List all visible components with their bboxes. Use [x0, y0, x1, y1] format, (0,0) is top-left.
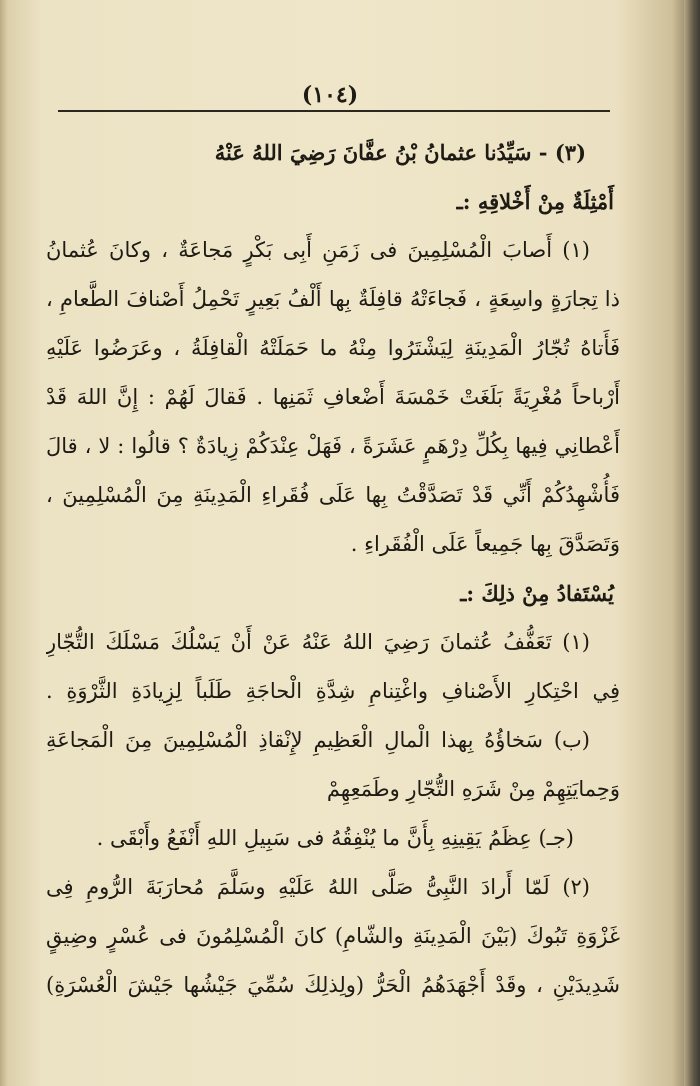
text-line: وَتَصَدَّقَ بِها جَمِيعاً عَلَى الْفُقَراءِ .	[350, 532, 620, 556]
header-rule	[58, 110, 610, 112]
page-gutter-shadow	[0, 0, 8, 1086]
subheading-examples: أَمْثِلَةٌ مِنْ أَخْلاقِهِ :ـ	[456, 189, 614, 214]
section-heading: (٣) - سَيِّدُنا عثمانُ بْنُ عفَّانَ رَضِيَ اللهُ عَنْهُ	[214, 140, 586, 165]
page-number: (١٠٤)	[301, 82, 359, 108]
page-edge-shadow	[684, 0, 700, 1086]
text-line: (جـ) عِظَمُ يَقِينِهِ بِأَنَّ ما يُنْفِقُهُ فى سَبِيلِ اللهِ أَنْفَعُ وأَبْقَى .	[96, 826, 574, 850]
text-line: ذا تِجارَةٍ واسِعَةٍ ، فَجاءَتْهُ قافِلَةٌ بِها أَلْفُ بَعِيرٍ تَحْمِلُ أَصْنافَ الطَّعامِ ،	[46, 287, 620, 311]
text-line: فَأُشْهِدُكُمْ أَنِّي قَدْ تَصَدَّقْتُ بِها عَلَى فُقَراءِ الْمَدِينَةِ مِنَ الْمُسْلِمِينَ ،	[46, 483, 620, 507]
text-line: (١) أَصابَ الْمُسْلِمِينَ فى زَمَنِ أَبِى بَكْرٍ مَجاعَةٌ ، وكانَ عُثمانُ	[46, 238, 590, 262]
text-line: فَأَتاهُ تُجّارُ الْمَدِينَةِ لِيَشْتَرُوا مِنْهُ ما حَمَلَتْهُ الْقافِلَةُ ، وعَرَضُوا عَلَيْهِ	[46, 336, 620, 360]
text-line: (١) تَعَفُّفُ عُثمانَ رَضِيَ اللهُ عَنْهُ عَنْ أَنْ يَسْلُكَ مَسْلَكَ التُّجّارِ	[46, 630, 590, 654]
page-body	[46, 128, 620, 1010]
text-line: أَعْطانِي فِيها بِكُلِّ دِرْهَمٍ عَشَرَةً ، فَهَلْ عِنْدَكُمْ زِيادَةٌ ؟ قالُوا : لا ، قالَ	[46, 434, 620, 458]
text-line: (٢) لَمّا أَرادَ النَّبِىُّ صَلَّى اللهُ عَلَيْهِ وسَلَّمَ مُحارَبَةَ الرُّومِ فِى	[46, 875, 590, 899]
text-line: فِي احْتِكارِ الأَصْنافِ واغْتِنامِ شِدَّةِ الْحاجَةِ طَلَباً لِزِيادَةِ الثَّرْوَةِ .	[46, 679, 620, 703]
text-line: وَحِمايَتِهِمْ مِنْ شَرَهِ التُّجّارِ وطَمَعِهِمْ	[326, 777, 620, 801]
subheading-lessons: يُسْتَفادُ مِنْ ذلِكَ :ـ	[460, 581, 614, 606]
text-line: غَزْوَةِ تَبُوكَ (بَيْنَ الْمَدِينَةِ والشّامِ) كانَ الْمُسْلِمُونَ فى عُسْرٍ وضِيقٍ	[46, 924, 620, 948]
text-line: أَرْباحاً مُغْرِيَةً بَلَغَتْ خَمْسَةَ أَضْعافِ ثَمَنِها . فَقالَ لَهُمْ : إِنَّ اللهَ قَدْ	[46, 385, 620, 409]
text-line: (ب) سَخاؤُهُ بِهذا الْمالِ الْعَظِيمِ لإِنْقاذِ الْمُسْلِمِينَ مِنَ الْمَجاعَةِ	[46, 728, 590, 752]
text-line: شَدِيدَيْنِ ، وقَدْ أَجْهَدَهُمُ الْحَرُّ (ولِذلِكَ سُمِّيَ جَيْشُها جَيْشَ الْعُسْرَةِ)	[46, 973, 620, 997]
